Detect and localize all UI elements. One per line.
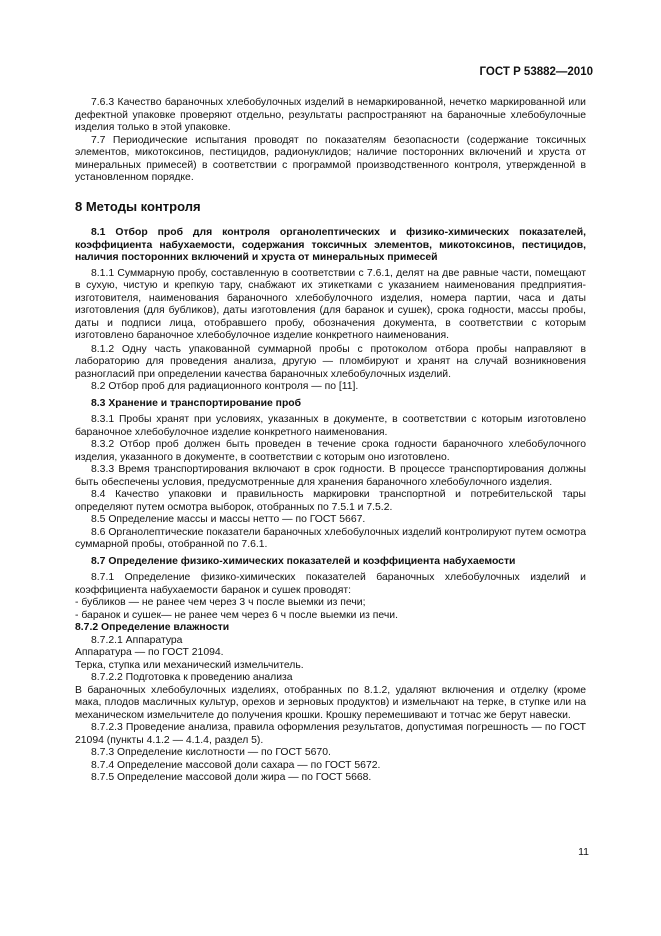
paragraph-8-7-2-3: 8.7.2.3 Проведение анализа, правила оформления результатов, допустимая погрешность — по ГОСТ 21094 (пункты 4.1.2 — 4.1.4, раздел 5). [75, 722, 586, 746]
subsection-heading-8-3: 8.3 Хранение и транспортирование проб [91, 397, 302, 409]
paragraph-8-7-3: 8.7.3 Определение кислотности — по ГОСТ 5670. [91, 747, 331, 758]
document-body [75, 97, 586, 785]
paragraph-8-4: 8.4 Качество упаковки и правильность маркировки транспортной и потребительской тары определяют путем осмотра выборок, отобранных по 7.5.1 и 7.5.2. [75, 489, 586, 513]
paragraph-8-3-1: 8.3.1 Пробы хранят при условиях, указанных в документе, в соответствии с которым изготовлено бараночное хлебобулочное изделие конкретного наименования. [75, 414, 586, 438]
paragraph-8-1-1: 8.1.1 Суммарную пробу, составленную в соответствии с 7.6.1, делят на две равные части, помещают в сухую, чистую и крепкую тару, снабжают их этикетками с указанием наименования предприятия-изготовителя, наименования бараночного хлебобулочного изделия, номера партии, часа и даты изготовления (для бубликов), даты изготовления (для баранок и сушек), срока годности, массы пробы, даты и подписи лица, отобравшего пробу, обозначения документа, в соответствии с которым изготовлено бараночное хлебобулочное изделие конкретного наименования. [75, 267, 586, 341]
paragraph-8-5: 8.5 Определение массы и массы нетто — по ГОСТ 5667. [91, 514, 366, 525]
list-item-bubliki: - бубликов — не ранее чем через 3 ч после выемки из печи; [75, 597, 366, 608]
document-header: ГОСТ Р 53882—2010 [479, 66, 593, 78]
paragraph-8-1-2: 8.1.2 Одну часть упакованной суммарной пробы с протоколом отбора пробы направляют в лабораторию для проведения анализа, другую — пломбируют и хранят на случай возникновения разногласий при определении качества бараночных хлебобулочных изделий. [75, 343, 586, 380]
paragraph-8-6: 8.6 Органолептические показатели бараночных хлебобулочных изделий контролируют путем осмотра суммарной пробы, отобранной по 7.6.1. [75, 526, 586, 550]
paragraph-7-6-3: 7.6.3 Качество бараночных хлебобулочных изделий в немаркированной, нечетко маркированной или дефектной упаковке проверяют отдельно, результаты распространяют на бараночные хлебобулочные изделия только в этой упаковке. [75, 97, 586, 133]
page-number: 11 [578, 846, 589, 858]
paragraph-7-7: 7.7 Периодические испытания проводят по показателям безопасности (содержание токсичных элементов, микотоксинов, пестицидов, радионуклидов; наличие посторонних включений и хруста от минеральных примесей) в соответствии с программой производственного контроля, утвержденной в установленном порядке. [75, 134, 586, 183]
paragraph-8-3-2: 8.3.2 Отбор проб должен быть проведен в течение срока годности бараночного хлебобулочного изделия, указанного в документе, в соответствии с которым оно изготовлено. [75, 439, 586, 463]
subsection-heading-8-7-2: 8.7.2 Определение влажности [75, 622, 230, 633]
paragraph-8-7-2-1: 8.7.2.1 Аппаратура [91, 634, 183, 646]
paragraph-8-3-3: 8.3.3 Время транспортирования включают в срок годности. В процессе транспортирования должны быть обеспечены условия, предусмотренные для хранения бараночного хлебобулочного изделия. [75, 464, 586, 488]
paragraph-apparatus: Аппаратура — по ГОСТ 21094. [75, 647, 224, 658]
paragraph-preparation: В бараночных хлебобулочных изделиях, отобранных по 8.1.2, удаляют включения и отделку (кроме мака, плодов масличных культур, орехов и зерновых продуктов) и измельчают на терке, в ступке или на механическом измельчителе до получения крошки. Крошку перемешивают и тотчас же берут навески. [75, 684, 586, 721]
subsection-heading-8-7: 8.7 Определение физико-химических показателей и коэффициента набухаемости [91, 555, 516, 567]
paragraph-8-2: 8.2 Отбор проб для радиационного контроля — по [11]. [91, 381, 359, 392]
paragraph-8-7-2-2: 8.7.2.2 Подготовка к проведению анализа [91, 672, 293, 683]
paragraph-8-7-5: 8.7.5 Определение массовой доли жира — по ГОСТ 5668. [91, 772, 372, 783]
paragraph-8-7-1: 8.7.1 Определение физико-химических показателей бараночных хлебобулочных изделий и коэффициента набухаемости баранок и сушек проводят: [75, 572, 586, 596]
subsection-heading-8-1: 8.1 Отбор проб для контроля органолептических и физико-химических показателей, коэффициента набухаемости, содержания токсичных элементов, микотоксинов, пестицидов, наличия посторонних включений и хруста от минеральных примесей [75, 227, 586, 263]
paragraph-8-7-4: 8.7.4 Определение массовой доли сахара — по ГОСТ 5672. [91, 759, 381, 771]
list-item-baranki: - баранок и сушек— не ранее чем через 6 ч после выемки из печи. [75, 609, 398, 621]
paragraph-grater: Терка, ступка или механический измельчитель. [75, 659, 304, 671]
section-heading-8: 8 Методы контроля [75, 198, 201, 214]
